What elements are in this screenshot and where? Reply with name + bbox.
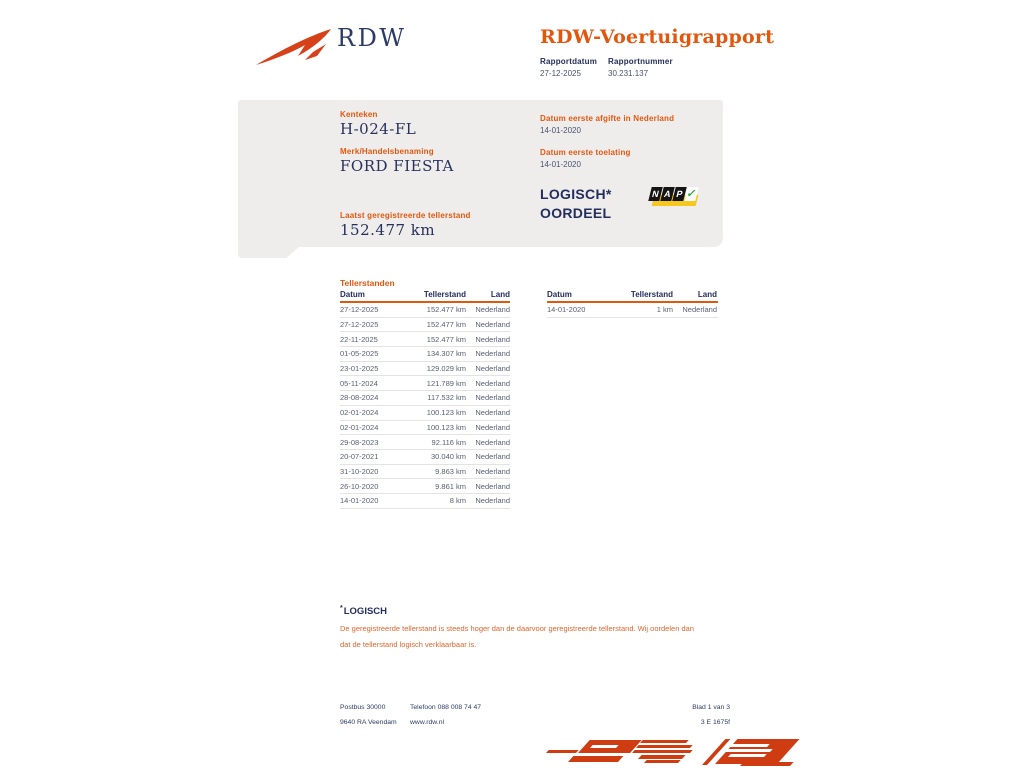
report-number-value: 30.231.137 <box>608 69 649 78</box>
col-tellerstand: Tellerstand <box>423 290 466 299</box>
footer-form-code: 3 E 1675f <box>700 719 730 726</box>
tellerstand-value: 152.477 km <box>340 221 436 239</box>
table-cell: Nederland <box>475 378 510 388</box>
footnote-asterisk: * <box>340 605 343 612</box>
oordeel-line1: LOGISCH* <box>540 186 612 202</box>
table-row <box>340 376 510 391</box>
col-land: Land <box>490 290 510 299</box>
table-cell: 14-01-2020 <box>340 496 379 506</box>
tellerstanden-section-title: Tellerstanden <box>340 278 395 288</box>
rdw-logo-text: RDW <box>337 24 407 52</box>
table-cell: Nederland <box>682 305 717 315</box>
table-cell: 152.477 km <box>426 305 466 315</box>
table-row <box>340 318 510 333</box>
report-number-label: Rapportnummer <box>608 57 673 66</box>
table-row <box>340 362 510 377</box>
tellerstanden-table-right <box>547 290 718 318</box>
col-land: Land <box>697 290 717 299</box>
table-cell: 29-08-2023 <box>340 437 379 447</box>
oordeel-line2: OORDEEL <box>540 205 612 221</box>
table-cell: 121.789 km <box>426 378 466 388</box>
nap-letter-p: P <box>672 187 686 201</box>
footer-phone: Telefoon 088 008 74 47 <box>410 704 482 711</box>
table-cell: 22-11-2025 <box>340 334 378 344</box>
kenteken-value: H-024-FL <box>340 120 417 138</box>
table-cell: 134.307 km <box>426 349 466 359</box>
nap-letter-n: N <box>648 187 662 201</box>
table-cell: 100.123 km <box>426 408 466 418</box>
table-cell: 05-11-2024 <box>340 378 378 388</box>
footnote-title <box>340 605 387 617</box>
table-cell: Nederland <box>475 393 510 403</box>
table-row <box>340 479 510 494</box>
table-cell: 27-12-2025 <box>340 320 379 330</box>
footer-paging <box>620 700 730 730</box>
merk-label: Merk/Handelsbenaming <box>340 147 434 156</box>
table-row <box>340 406 510 421</box>
table-cell: Nederland <box>475 334 510 344</box>
footer-page-number: Blad 1 van 3 <box>692 704 730 711</box>
table-row <box>340 391 510 406</box>
table-header <box>340 290 510 303</box>
footnote-line: De geregistreerde tellerstand is steeds hoger dan de daarvoor geregistreerde tellerstand. Wij oordelen dan <box>340 624 694 633</box>
footer-address <box>340 700 397 730</box>
table-cell: 31-10-2020 <box>340 466 379 476</box>
footer-city: 9640 RA Veendam <box>340 719 397 726</box>
table-row <box>340 303 510 318</box>
merk-value: FORD FIESTA <box>340 157 454 175</box>
table-cell: Nederland <box>475 496 510 506</box>
eerste-afgifte-label: Datum eerste afgifte in Nederland <box>540 114 675 123</box>
table-cell: Nederland <box>475 408 510 418</box>
table-cell: 8 km <box>449 496 466 506</box>
table-cell: 20-07-2021 <box>340 452 379 462</box>
table-row <box>340 450 510 465</box>
table-cell: 117.532 km <box>427 393 466 403</box>
table-cell: 92.116 km <box>431 437 466 447</box>
footnote-body <box>340 621 735 652</box>
report-title: RDW-Voertuigrapport <box>540 26 775 48</box>
kenteken-label: Kenteken <box>340 110 378 119</box>
table-header <box>547 290 718 303</box>
table-cell: Nederland <box>475 452 510 462</box>
eerste-toelating-value: 14-01-2020 <box>540 160 581 169</box>
table-row <box>340 347 510 362</box>
table-cell: 152.477 km <box>426 320 466 330</box>
tellerstand-label: Laatst geregistreerde tellerstand <box>340 211 471 220</box>
table-row <box>340 494 510 509</box>
table-cell: 152.477 km <box>426 334 466 344</box>
table-row <box>340 435 510 450</box>
eerste-toelating-label: Datum eerste toelating <box>540 148 631 157</box>
table-cell: Nederland <box>475 437 510 447</box>
nap-logo <box>648 186 698 208</box>
table-cell: 14-01-2020 <box>547 305 586 315</box>
table-row <box>547 303 718 318</box>
col-tellerstand: Tellerstand <box>630 290 673 299</box>
table-cell: 30.040 km <box>430 452 466 462</box>
table-cell: 28-08-2024 <box>340 393 379 403</box>
footnote-line: dat de tellerstand logisch verklaarbaar is. <box>340 639 477 649</box>
table-cell: 27-12-2025 <box>340 305 379 315</box>
report-date-label: Rapportdatum <box>540 57 598 66</box>
col-datum: Datum <box>547 290 572 299</box>
tellerstanden-table-left <box>340 290 510 509</box>
table-cell: Nederland <box>475 320 510 330</box>
footnote-title-text: LOGISCH <box>343 606 388 618</box>
table-cell: 02-01-2024 <box>340 408 379 418</box>
table-cell: 100.123 km <box>426 422 466 432</box>
table-cell: Nederland <box>475 481 510 491</box>
nap-letter-a: A <box>660 187 674 201</box>
table-cell: 9.863 km <box>435 466 466 476</box>
table-cell: 02-01-2024 <box>340 422 379 432</box>
table-cell: Nederland <box>475 305 510 315</box>
table-cell: 9.861 km <box>435 481 466 491</box>
table-cell: 23-01-2025 <box>340 364 379 374</box>
table-cell: Nederland <box>475 466 510 476</box>
table-row <box>340 421 510 436</box>
table-cell: Nederland <box>475 422 510 432</box>
table-cell: Nederland <box>475 349 510 359</box>
table-cell: 01-05-2025 <box>340 349 379 359</box>
footer-website: www.rdw.nl <box>410 719 444 726</box>
rdw-speed-stripes-graphic <box>540 735 800 768</box>
table-cell: Nederland <box>475 364 510 374</box>
col-datum: Datum <box>340 290 365 299</box>
table-cell: 1 km <box>656 305 673 315</box>
table-cell: 26-10-2020 <box>340 481 379 491</box>
footer-postbus: Postbus 30000 <box>340 704 386 711</box>
eerste-afgifte-value: 14-01-2020 <box>540 126 581 135</box>
table-row <box>340 465 510 480</box>
summary-box-tab <box>238 246 300 258</box>
table-cell: 129.029 km <box>426 364 466 374</box>
report-date-value: 27-12-2025 <box>540 69 581 78</box>
table-row <box>340 332 510 347</box>
rdw-wing-logo-icon <box>253 27 333 71</box>
footer-contact <box>410 700 481 730</box>
nap-checkmark-icon: ✓ <box>685 188 698 200</box>
